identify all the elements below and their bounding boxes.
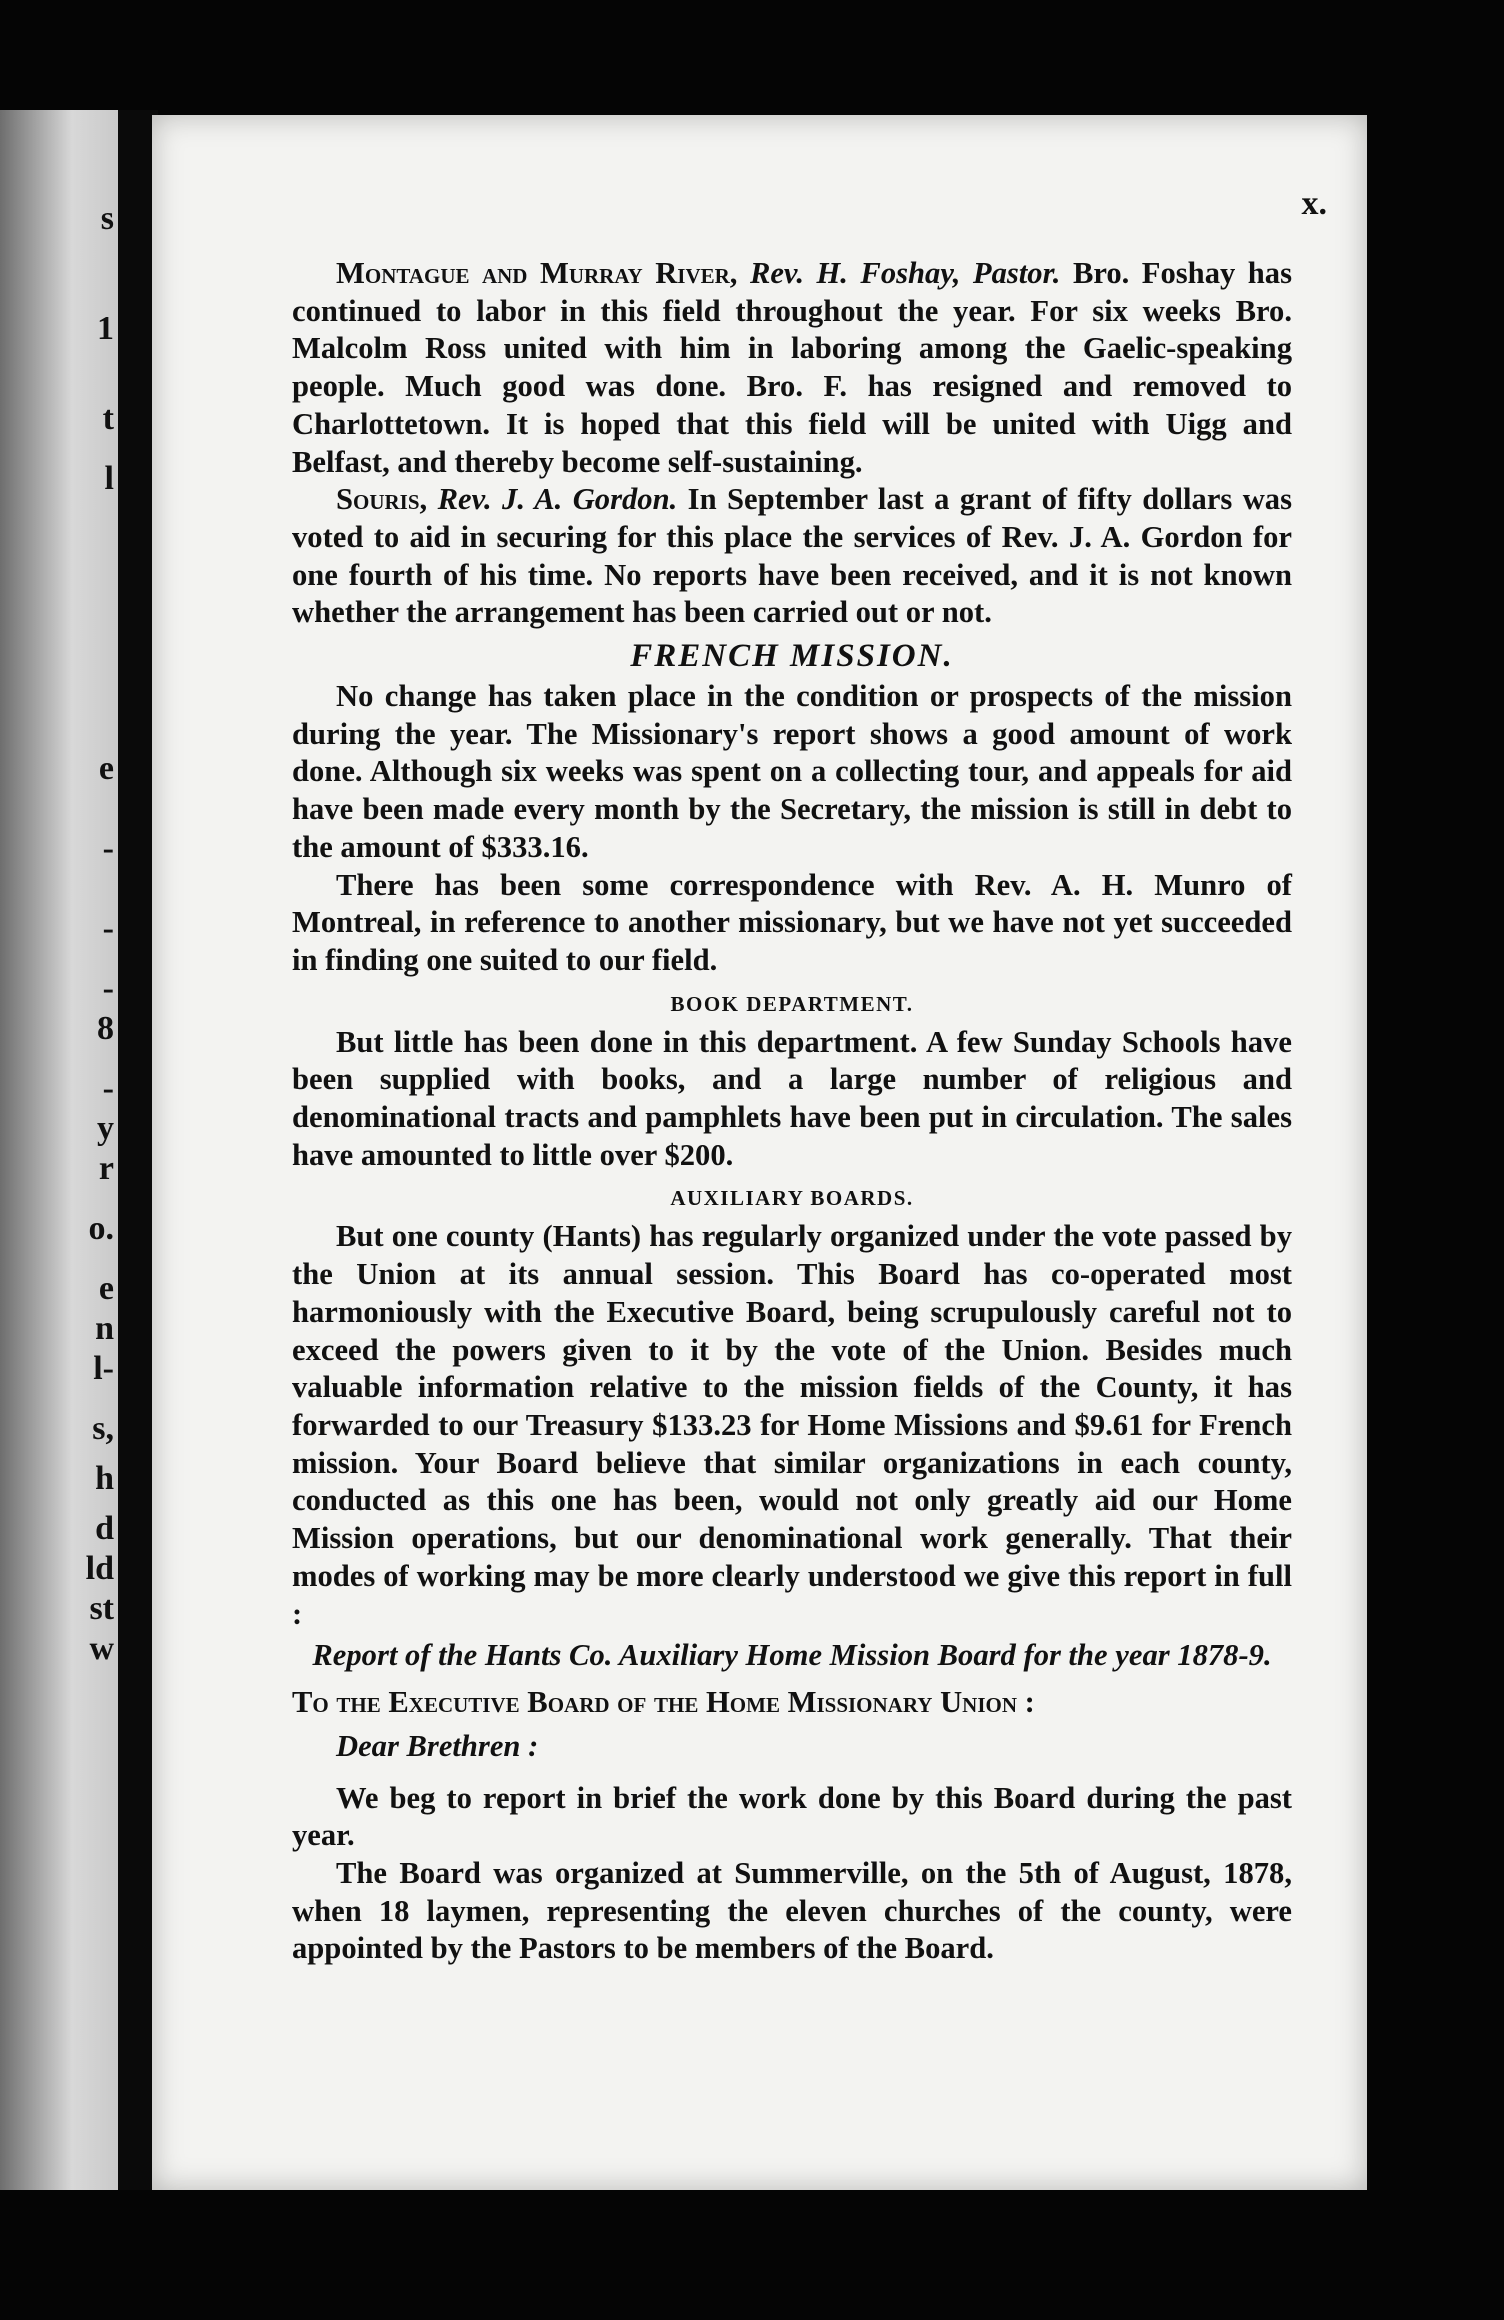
report-salutation: Dear Brethren : [336,1728,539,1763]
report-title: Report of the Hants Co. Auxiliary Home Mission Board for the year 1878-9. [312,1638,1272,1673]
facing-page-fragment: n [95,1310,114,1347]
facing-page-fragment: - [102,1070,114,1107]
facing-page-fragment: d [95,1510,114,1547]
facing-page-edge [0,110,120,2190]
paragraph-book-department: But little has been done in this department. A few Sunday Schools have been supplied with books, and a large number of religious and denominational tracts and pamphlets have been put in circulation. The sales have amounted to little over $200. [292,1024,1292,1172]
report-paragraph-2: The Board was organized at Summerville, on the 5th of August, 1878, when 18 laymen, representing the eleven churches of the county, were appointed by the Pastors to be members of the Board. [292,1856,1292,1966]
section-heading-book-department: BOOK DEPARTMENT. [670,991,914,1016]
facing-page-fragment: s, [92,1410,114,1447]
facing-page-fragment: s [100,200,114,237]
section-heading-french-mission: FRENCH MISSION. [630,638,954,675]
pastor-name: Rev. H. Foshay, Pastor. [749,256,1061,290]
paragraph-text: Bro. Foshay has continued to labor in this field throughout the year. For six weeks Bro. Malcolm Ross united with him in laboring among the Gaelic-speaking people. Much good was done. Bro. F. has resigned and removed to Charlottetown. It is hoped that this field will be united with Uigg and Belfast, and thereby become self-sustaining. [292,256,1292,479]
paragraph-souris [292,481,1292,632]
facing-page-fragment: y [97,1110,114,1147]
facing-page-fragment: t [102,400,114,437]
facing-page-fragment: - [102,910,114,947]
paragraph-french-mission-2: There has been some correspondence with Rev. A. H. Munro of Montreal, in reference to another missionary, but we have not yet succeeded in finding one suited to our field. [292,867,1292,977]
paragraph-auxiliary-boards: But one county (Hants) has regularly organized under the vote passed by the Union at its annual session. This Board has co-operated most harmoniously with the Executive Board, being scrupulously careful not to exceed the powers given to it by the vote of the Union. Besides much valuable information relative to the mission fields of the County, it has forwarded to our Treasury $133.23 for Home Missions and $9.61 for French mission. Your Board believe that similar organizations in each county, conducted as this one has been, would not only greatly aid our Home Mission operations, but our denominational work generally. That their modes of working may be more clearly understood we give this report in full : [292,1219,1292,1631]
paragraph-french-mission-1: No change has taken place in the condition or prospects of the mission during the year. The Missionary's report shows a good amount of work done. Although six weeks was spent on a collecting tour, and appeals for aid have been made every month by the Secretary, the mission is still in debt to the amount of $333.16. [292,679,1292,864]
page-body [292,255,1292,1968]
field-heading: Souris, [336,482,428,517]
document-page [152,115,1367,2190]
report-addressee: To the Executive Board of the Home Missionary Union : [292,1685,1035,1720]
facing-page-fragment: 8 [97,1010,114,1047]
facing-page-fragment: l- [93,1350,114,1387]
facing-page-fragment: - [102,970,114,1007]
facing-page-fragment: l [104,460,114,497]
facing-page-fragment: r [98,1150,114,1187]
facing-page-fragments [0,110,120,2190]
paragraph-montague [292,255,1292,481]
facing-page-fragment: h [95,1460,114,1497]
facing-page-fragment: e [98,1270,114,1307]
facing-page-fragment: o. [88,1210,114,1247]
pastor-name: Rev. J. A. Gordon. [437,482,678,517]
facing-page-fragment: ld [85,1550,114,1587]
section-heading-auxiliary-boards: AUXILIARY BOARDS. [670,1186,914,1211]
page-number: x. [1301,185,1327,222]
facing-page-fragment: w [89,1630,114,1667]
facing-page-fragment: st [89,1590,114,1627]
facing-page-fragment: e [98,750,114,787]
paragraph-text: In September last a grant of fifty dollars was voted to aid in securing for this place the services of Rev. J. A. Gordon for one fourth of his time. No reports have been received, and it is not known whether the arrangement has been carried out or not. [292,482,1293,630]
field-heading: Montague and Murray River, [336,256,738,290]
report-paragraph-1: We beg to report in brief the work done by this Board during the past year. [292,1780,1292,1853]
facing-page-fragment: 1 [97,310,114,347]
facing-page-fragment: - [102,830,114,867]
